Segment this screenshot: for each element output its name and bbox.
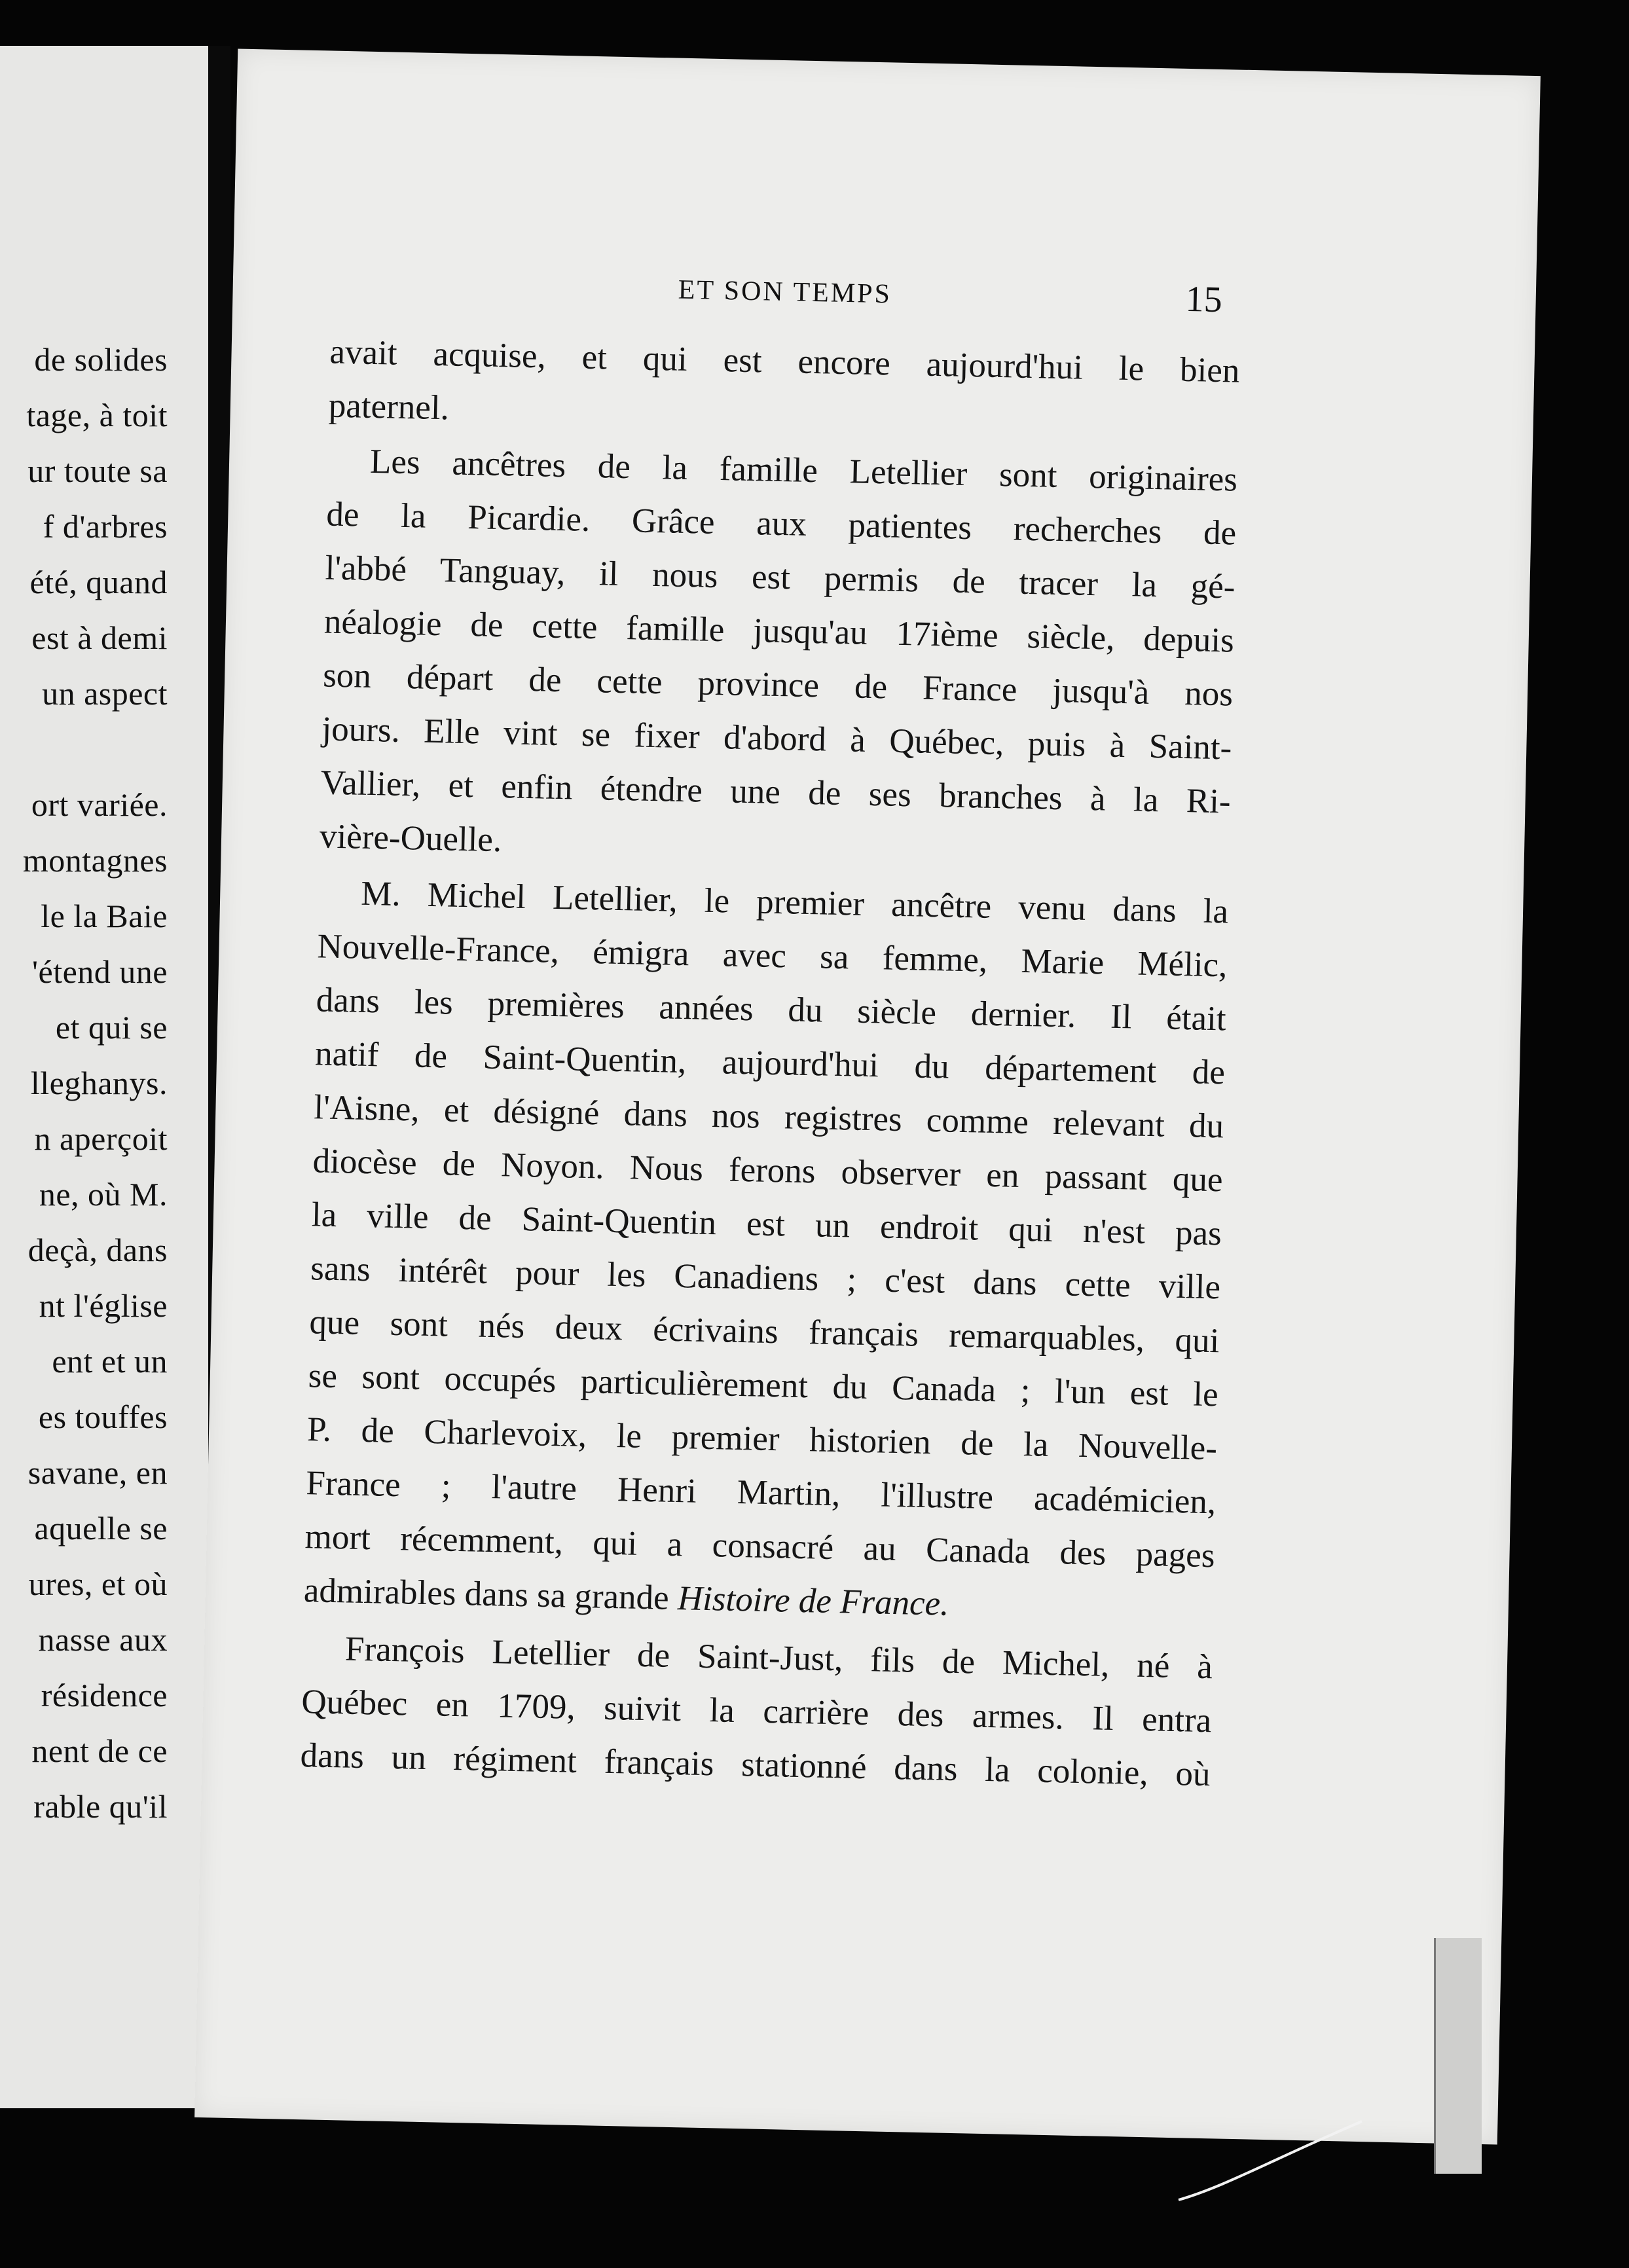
text-line: mort récemment, qui a consacré au Canada des pages — [304, 1518, 1216, 1575]
text-line: France ; l'autre Henri Martin, l'illustre académicien, — [305, 1464, 1217, 1522]
text-line: sans intérêt pour les Canadiens ; c'est dans cette ville — [310, 1249, 1221, 1307]
text-line: la ville de Saint-Quentin est un endroit qui n'est pas — [311, 1196, 1222, 1253]
main-page — [194, 49, 1541, 2145]
left-page-text-line: tage, à toit — [26, 397, 168, 433]
left-page-text-line: ures, et où — [28, 1565, 168, 1602]
page-number: 15 — [1184, 278, 1223, 321]
text-line: Nouvelle-France, émigra avec sa femme, Marie Mélic, — [317, 927, 1228, 985]
left-page-text-line: 'étend une — [32, 953, 168, 990]
left-page-text-line: le la Baie — [41, 898, 168, 934]
text-line: P. de Charlevoix, le premier historien de la Nouvelle- — [306, 1410, 1218, 1468]
left-page-text-line: de solides — [34, 341, 168, 378]
left-page-text-line: ur toute sa — [27, 452, 168, 489]
left-page-fragment — [0, 46, 215, 2108]
page-stack-edge — [1434, 1938, 1482, 2174]
text-line: avait acquise, et qui est encore aujourd'hui le bien — [329, 333, 1240, 390]
left-page-text-line: lleghanys. — [30, 1065, 168, 1101]
left-page-text-line: été, quand — [29, 564, 168, 600]
scan-artifact-stroke — [1172, 2115, 1368, 2206]
left-page-text-line: savane, en — [27, 1454, 168, 1491]
text-line: se sont occupés particulièrement du Canada ; l'un est le — [308, 1357, 1219, 1414]
left-page-text-line: n aperçoit — [34, 1120, 168, 1157]
left-page-text-line: ne, où M. — [39, 1176, 168, 1213]
left-page-text-line: un aspect — [42, 675, 168, 712]
text-line: jours. Elle vint se fixer d'abord à Québec, puis à Saint- — [321, 710, 1232, 767]
text-line: paternel. — [328, 386, 450, 428]
text-line: de la Picardie. Grâce aux patientes recherches de — [325, 495, 1237, 553]
text-line: dans un régiment français stationné dans la colonie, où — [300, 1736, 1211, 1794]
text-line: néalogie de cette famille jusqu'au 17ième siècle, depuis — [323, 602, 1235, 660]
text-line: M. Michel Letellier, le premier ancêtre venu dans la — [360, 874, 1229, 931]
left-page-text-line: résidence — [41, 1677, 168, 1713]
left-page-text-line: nent de ce — [31, 1732, 168, 1769]
text-line — [303, 1571, 1214, 1629]
text-line-fragment: admirables dans sa grande — [303, 1571, 670, 1617]
running-head: ET SON TEMPS — [678, 274, 892, 310]
left-page-text-line: rable qu'il — [33, 1788, 168, 1825]
text-line: diocèse de Noyon. Nous ferons observer en passant que — [312, 1142, 1224, 1199]
text-line: que sont nés deux écrivains français remarquables, qui — [308, 1303, 1220, 1361]
left-page-text-line: deçà, dans — [27, 1232, 168, 1268]
text-line: Les ancêtres de la famille Letellier sont originaires — [369, 442, 1238, 499]
text-line: dans les premières années du siècle dernier. Il était — [316, 981, 1227, 1038]
left-page-text-line: ent et un — [52, 1343, 168, 1380]
text-line: Vallier, et enfin étendre une de ses branches à la Ri- — [320, 763, 1232, 821]
text-line: l'abbé Tanguay, il nous est permis de tracer la gé- — [325, 549, 1236, 606]
text-line: natif de Saint-Quentin, aujourd'hui du département de — [314, 1034, 1226, 1092]
text-line: Québec en 1709, suivit la carrière des armes. Il entra — [301, 1683, 1212, 1740]
left-page-text-line: nt l'église — [39, 1287, 168, 1324]
text-line: François Letellier de Saint-Just, fils de Michel, né à — [344, 1630, 1213, 1687]
book-title-italic: Histoire de France. — [677, 1579, 950, 1623]
left-page-text-line: es touffes — [38, 1399, 168, 1435]
text-line: vière-Ouelle. — [319, 817, 502, 860]
left-page-text-line: nasse aux — [38, 1621, 168, 1658]
text-line: son départ de cette province de France jusqu'à nos — [322, 656, 1234, 714]
text-line: l'Aisne, et désigné dans nos registres comme relevant du — [313, 1088, 1224, 1146]
left-page-text-line: ort variée. — [31, 786, 168, 823]
left-page-text-line: montagnes — [22, 842, 168, 879]
left-page-text-line: aquelle se — [34, 1510, 168, 1546]
left-page-text-line: f d'arbres — [43, 508, 168, 545]
left-page-text-line: est à demi — [31, 619, 168, 656]
left-page-text-line: et qui se — [55, 1009, 168, 1046]
